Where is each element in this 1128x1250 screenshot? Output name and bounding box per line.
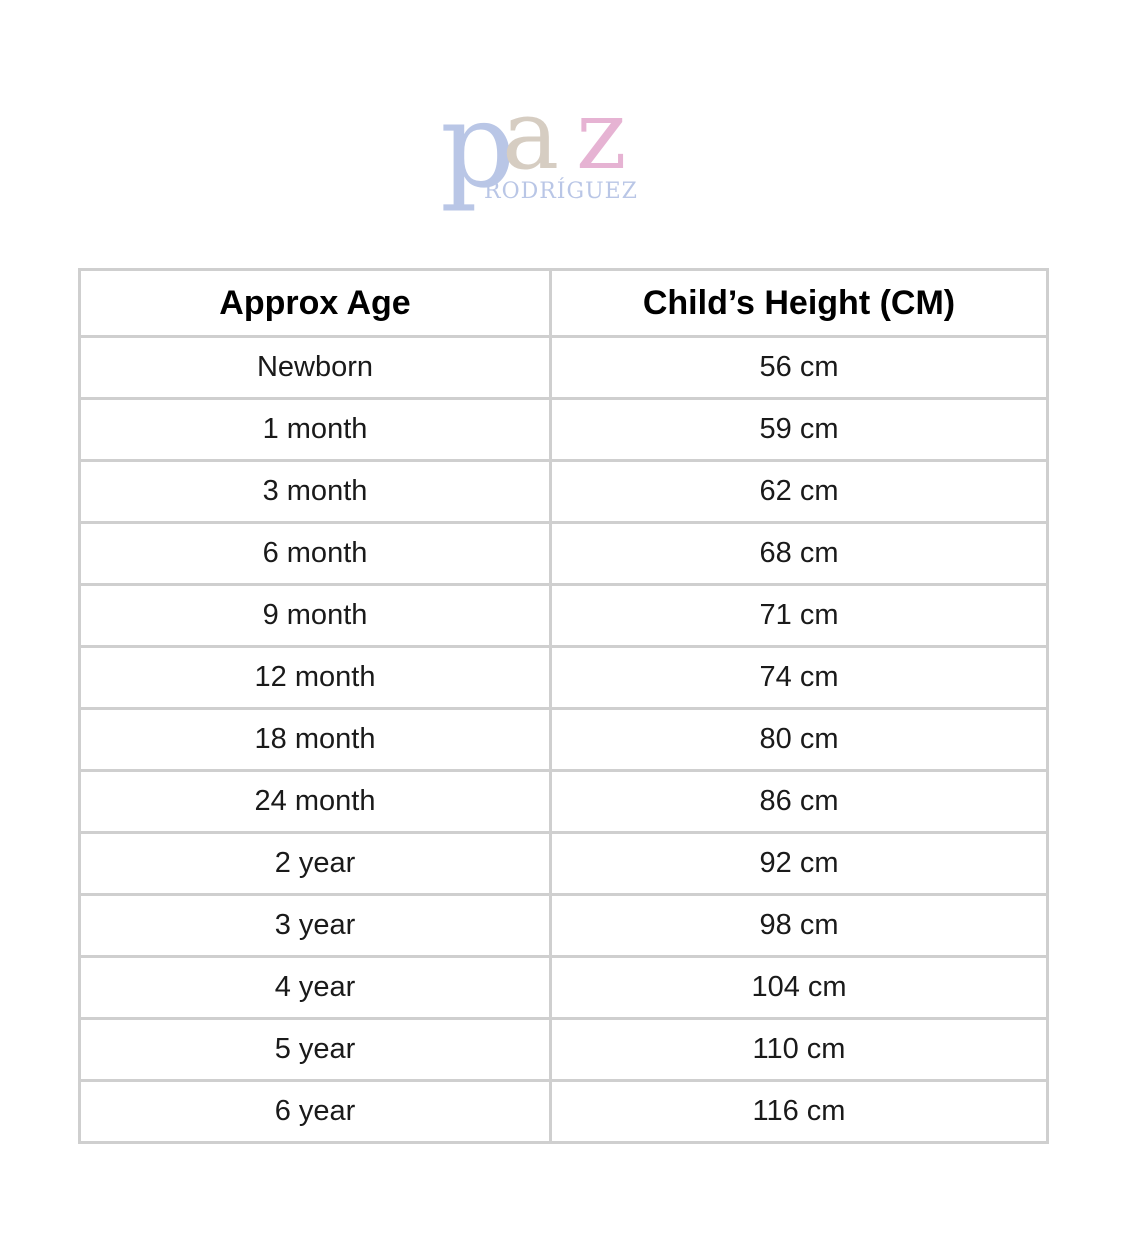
height-cell: 80 cm — [551, 709, 1048, 771]
table-row — [80, 461, 1048, 523]
age-cell: 24 month — [80, 771, 551, 833]
table-header-row — [80, 270, 1048, 337]
age-cell: Newborn — [80, 337, 551, 399]
table-row — [80, 523, 1048, 585]
height-cell: 68 cm — [551, 523, 1048, 585]
height-cell: 98 cm — [551, 895, 1048, 957]
table-row — [80, 957, 1048, 1019]
height-cell: 86 cm — [551, 771, 1048, 833]
table-row — [80, 647, 1048, 709]
table-row — [80, 337, 1048, 399]
table-row — [80, 1081, 1048, 1143]
height-cell: 110 cm — [551, 1019, 1048, 1081]
age-cell: 3 year — [80, 895, 551, 957]
height-cell: 116 cm — [551, 1081, 1048, 1143]
height-cell: 92 cm — [551, 833, 1048, 895]
brand-logo-mark — [440, 78, 670, 218]
age-cell: 6 year — [80, 1081, 551, 1143]
brand-logo — [440, 78, 670, 218]
height-cell: 62 cm — [551, 461, 1048, 523]
table-row — [80, 709, 1048, 771]
header-approx-age: Approx Age — [80, 270, 551, 337]
table-row — [80, 585, 1048, 647]
logo-letter-z: z — [576, 79, 627, 191]
age-cell: 6 month — [80, 523, 551, 585]
size-chart-table — [78, 268, 1049, 1144]
table-row — [80, 771, 1048, 833]
age-cell: 9 month — [80, 585, 551, 647]
logo-letter-a: a — [502, 79, 560, 191]
logo-letter-p: p — [440, 78, 516, 214]
age-cell: 5 year — [80, 1019, 551, 1081]
table-row — [80, 399, 1048, 461]
header-child-height: Child’s Height (CM) — [551, 270, 1048, 337]
height-cell: 59 cm — [551, 399, 1048, 461]
height-cell: 104 cm — [551, 957, 1048, 1019]
age-cell: 4 year — [80, 957, 551, 1019]
height-cell: 56 cm — [551, 337, 1048, 399]
logo-subtitle: RODRÍGUEZ — [484, 179, 638, 204]
height-cell: 74 cm — [551, 647, 1048, 709]
table-row — [80, 1019, 1048, 1081]
table-row — [80, 895, 1048, 957]
age-cell: 3 month — [80, 461, 551, 523]
height-cell: 71 cm — [551, 585, 1048, 647]
age-cell: 12 month — [80, 647, 551, 709]
age-cell: 18 month — [80, 709, 551, 771]
table-row — [80, 833, 1048, 895]
age-cell: 1 month — [80, 399, 551, 461]
age-cell: 2 year — [80, 833, 551, 895]
